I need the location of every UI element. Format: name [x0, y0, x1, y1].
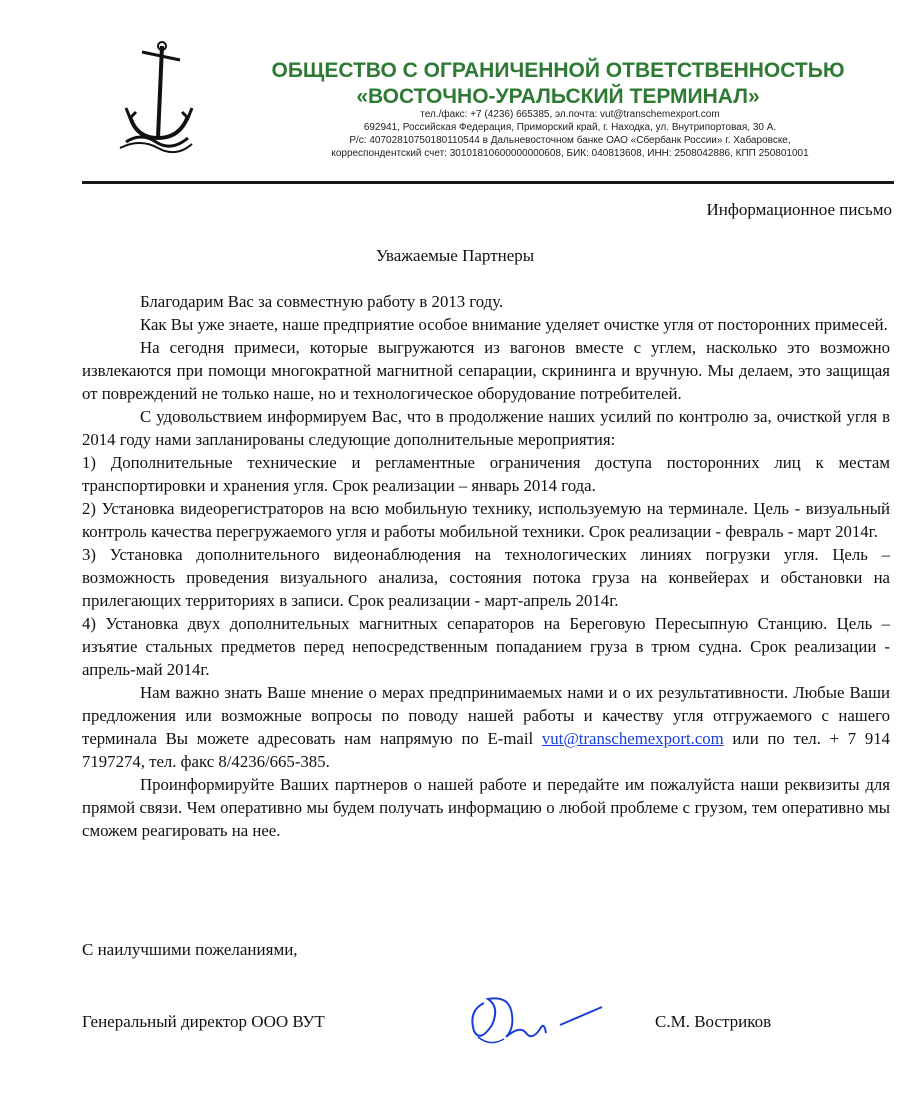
company-name — [238, 58, 878, 110]
company-name-line2: «ВОСТОЧНО-УРАЛЬСКИЙ ТЕРМИНАЛ» — [356, 85, 760, 108]
anchor-logo-icon — [96, 38, 232, 170]
email-link[interactable]: vut@transchemexport.com — [541, 729, 724, 748]
list-item-3: 3) Установка дополнительного видеонаблюдения на технологических линиях погрузки угля. Цель – возможность проведения визуального анализа, состояния потока груза на конвейерах и обстановки на прилегающих территориях в записи. Срок реализации - март-апрель 2014г. — [82, 545, 890, 610]
signer-title: Генеральный директор ООО ВУТ — [82, 1012, 325, 1031]
feedback-text: Нам важно знать Ваше мнение о мерах предпринимаемых нами и о их результативности. Любые Ваши предложения или возможные вопросы по поводу нашей работы и качеству угля отгружаемого с нашего терминала Вы можете адресовать нам напрямую по E-mail — [82, 683, 890, 748]
paragraph-feedback — [82, 681, 890, 773]
list-item-2: 2) Установка видеорегистраторов на всю мобильную технику, используемую на терминале. Цель - визуальный контроль качества перегружаемого угля и работы мобильной техники. Срок реализации - февраль - март 2014г. — [82, 499, 890, 541]
contact-bank: Р/с: 40702810750180110544 в Дальневосточном банке ОАО «Сбербанк России» г. Хабаровске, — [349, 135, 791, 146]
contact-account: корреспондентский счет: 30101810600000000608, БИК: 040813608, ИНН: 2508042886, КПП 250801001 — [331, 148, 809, 159]
contact-address: 692941, Российская Федерация, Приморский край, г. Находка, ул. Внутрипортовая, 30 А. — [363, 122, 777, 133]
closing-line: С наилучшими пожеланиями, — [82, 940, 298, 959]
paragraph-current: На сегодня примеси, которые выгружаются из вагонов вместе с углем, насколько это возможно извлекаются при помощи многократной магнитной сепарации, скрининга и вручную. Мы делаем, это защищая от повреждений не только наше, но и технологическое оборудование потребителей. — [82, 338, 890, 403]
paragraph-intro: Как Вы уже знаете, наше предприятие особое внимание уделяет очистке угля от посторонних примесей. — [140, 315, 888, 334]
handwritten-signature-icon — [450, 985, 610, 1055]
header-divider — [82, 181, 894, 184]
signer-name: С.М. Востриков — [655, 1012, 772, 1031]
list-item-1: 1) Дополнительные технические и регламентные ограничения доступа посторонних лиц к местам транспортировки и хранения угля. Срок реализации – январь 2014 года. — [82, 453, 890, 495]
contact-phone: тел./факс: +7 (4236) 665385, эл.почта: vut@transchemexport.com — [420, 109, 720, 120]
signature — [450, 985, 610, 1055]
letter-body — [82, 290, 890, 842]
paragraph-thanks: Благодарим Вас за совместную работу в 2013 году. — [140, 292, 504, 311]
feedback-phones: или по тел. + 7 914 7197274, тел. факс 8/4236/665-385. — [82, 729, 890, 771]
paragraph-request: Проинформируйте Ваших партнеров о нашей работе и передайте им пожалуйста наши реквизиты для прямой связи. Чем оперативно мы будем получать информацию о любой проблеме с грузом, тем оперативно мы сможем реагировать на нее. — [82, 775, 890, 840]
company-name-line1: ОБЩЕСТВО С ОГРАНИЧЕННОЙ ОТВЕТСТВЕННОСТЬЮ — [271, 59, 845, 82]
paragraph-plans: С удовольствием информируем Вас, что в продолжение наших усилий по контролю за, очисткой угля в 2014 году нами запланированы следующие дополнительные мероприятия: — [82, 407, 890, 449]
salutation: Уважаемые Партнеры — [375, 246, 535, 265]
company-contacts — [290, 108, 850, 160]
document-type: Информационное письмо — [706, 200, 892, 219]
company-logo — [96, 38, 232, 170]
list-item-4: 4) Установка двух дополнительных магнитных сепараторов на Береговую Пересыпную Станцию. Цель – изъятие стальных предметов перед непосредственным попаданием груза в трюм судна. Срок реализации - апрель-май 2014г. — [82, 614, 890, 679]
